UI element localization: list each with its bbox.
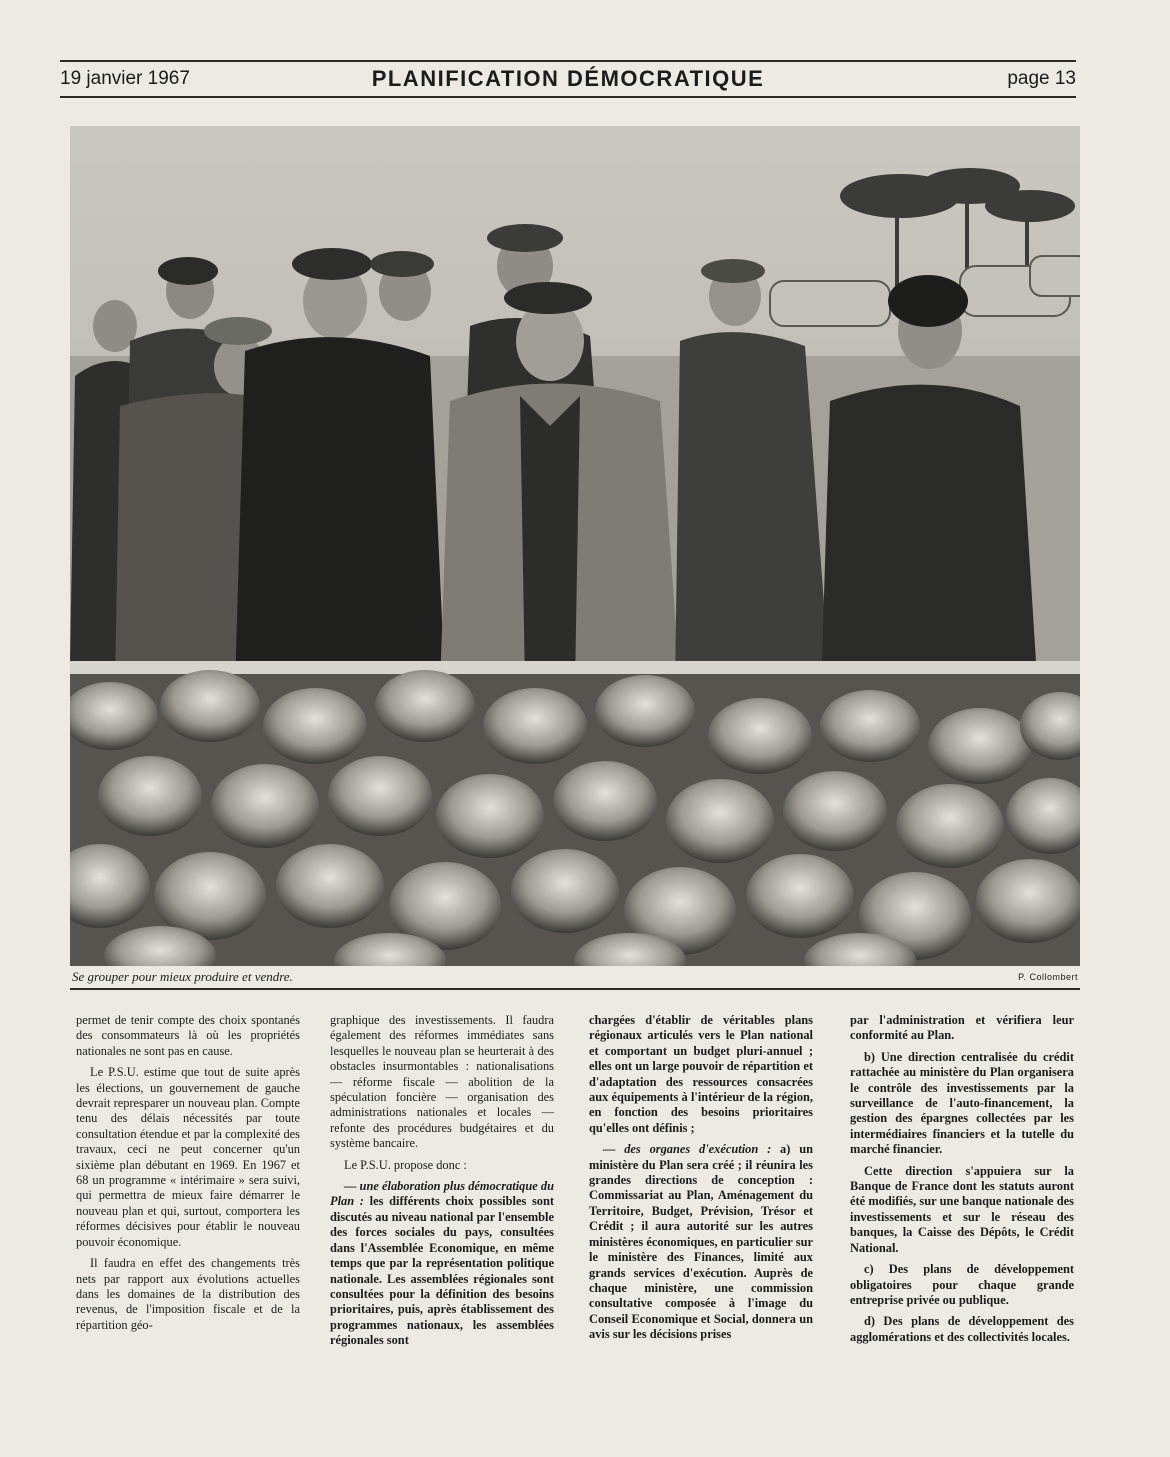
paragraph: par l'administration et vérifiera leur conformité au Plan. [850,1013,1074,1043]
caption-rule [70,988,1080,990]
paragraph: b) Une direction centralisée du crédit rattachée au ministère du Plan organisera le contrôle des investissements par la surveillance de l'auto-financement, la gestion des épargnes collectées par les intermédiaires financiers et la tutelle du marché financier. [850,1049,1074,1157]
paragraph-text: a) un ministère du Plan sera créé ; il réunira les grandes directions de conception : Commissariat au Plan, Aménagement du Territoire, Budget, Prévision, Trésor et Crédit ; il aura autorité sur les autres ministères économiques, en particulier sur le ministère des Finances, limité aux grands services d'exécution. Auprès de chaque ministère, une commission consultative composée à l'image du Conseil Economique et Social, donnera un avis sur les décisions prises [589,1142,813,1342]
paragraph-lead: — des organes d'exécution : [603,1142,772,1157]
photo-credit: P. Collombert [1018,972,1078,982]
paragraph: Il faudra en effet des changements très nets par rapport aux évolutions actuelles dans les domaines de la distribution des revenus, de l'imposition fiscale et de la répartition géo- [76,1256,300,1332]
article-column-1 [76,1013,300,1339]
page-number: page 13 [1007,68,1076,89]
paragraph: Le P.S.U. estime que tout de suite après les élections, un gouvernement de gauche devrait represparer un nouveau plan. Compte tenu des délais nécessités par toute consultation étendue et par la complexité des travaux, ceci ne peut concerner qu'un sixième plan débutant en 1969. En 1967 et 68 un programme « intérimaire » sera suivi, qui permettra de mieux faire démarrer le nouveau plan et qui, surtout, comportera les réformes décisives pour établir le nouveau pouvoir économique. [76,1065,300,1249]
paragraph: d) Des plans de développement des agglomérations et des collectivités locales. [850,1314,1074,1344]
header-date: 19 janvier 1967 [60,68,190,89]
photo-farmers-artichokes [70,126,1080,966]
paragraph: permet de tenir compte des choix spontanés des consommateurs là où les propriétés nationales ne sont pas en cause. [76,1013,300,1058]
paragraph: chargées d'établir de véritables plans régionaux articulés vers le Plan national et comportant un budget pluri-annuel ; elles ont un large pouvoir de répartition et d'adaptation des ressources consacrées aux équipements à l'intérieur de la région, en fonction des besoins prioritaires qu'elles ont définis ; [589,1013,813,1135]
paragraph-lead: — une élaboration plus démocratique du Plan : [330,1179,554,1209]
paragraph: c) Des plans de développement obligatoires pour chaque grande entreprise privée ou publique. [850,1262,1074,1307]
header-bottom-rule [60,96,1076,98]
page-title: PLANIFICATION DÉMOCRATIQUE [371,66,765,91]
paragraph-text: les différents choix possibles sont discutés au niveau national par l'ensemble des forces sociales du pays, consultées dans l'Assemblée Economique, en même temps que par la représentation politique nationale. Les assemblées régionales sont consultées pour la définition des besoins prioritaires, puis, après établissement des programmes nationaux, les assemblées régionales sont [330,1194,554,1348]
paragraph: Cette direction s'appuiera sur la Banque de France dont les statuts auront été modifiés, sur une banque nationale des investissements et sur le réseau des banques, la Caisse des Dépôts, le Crédit National. [850,1163,1074,1255]
paragraph [589,1142,813,1342]
page-header [60,64,1076,94]
paragraph: graphique des investissements. Il faudra également des réformes immédiates sans lesquelles le nouveau plan se heurterait à des obstacles insurmontables : nationalisations — réforme fiscale — abolition de la spéculation foncière — organisation des administrations nationales et locales — refonte des procédures budgétaires et du système bancaire. [330,1013,554,1151]
paragraph: Le P.S.U. propose donc : [344,1157,467,1172]
article-column-2 [330,1013,554,1355]
article-column-3 [589,1013,813,1349]
paragraph [330,1179,554,1348]
header-top-rule [60,60,1076,62]
article-column-4 [850,1013,1074,1351]
photo-caption: Se grouper pour mieux produire et vendre. [72,969,293,984]
